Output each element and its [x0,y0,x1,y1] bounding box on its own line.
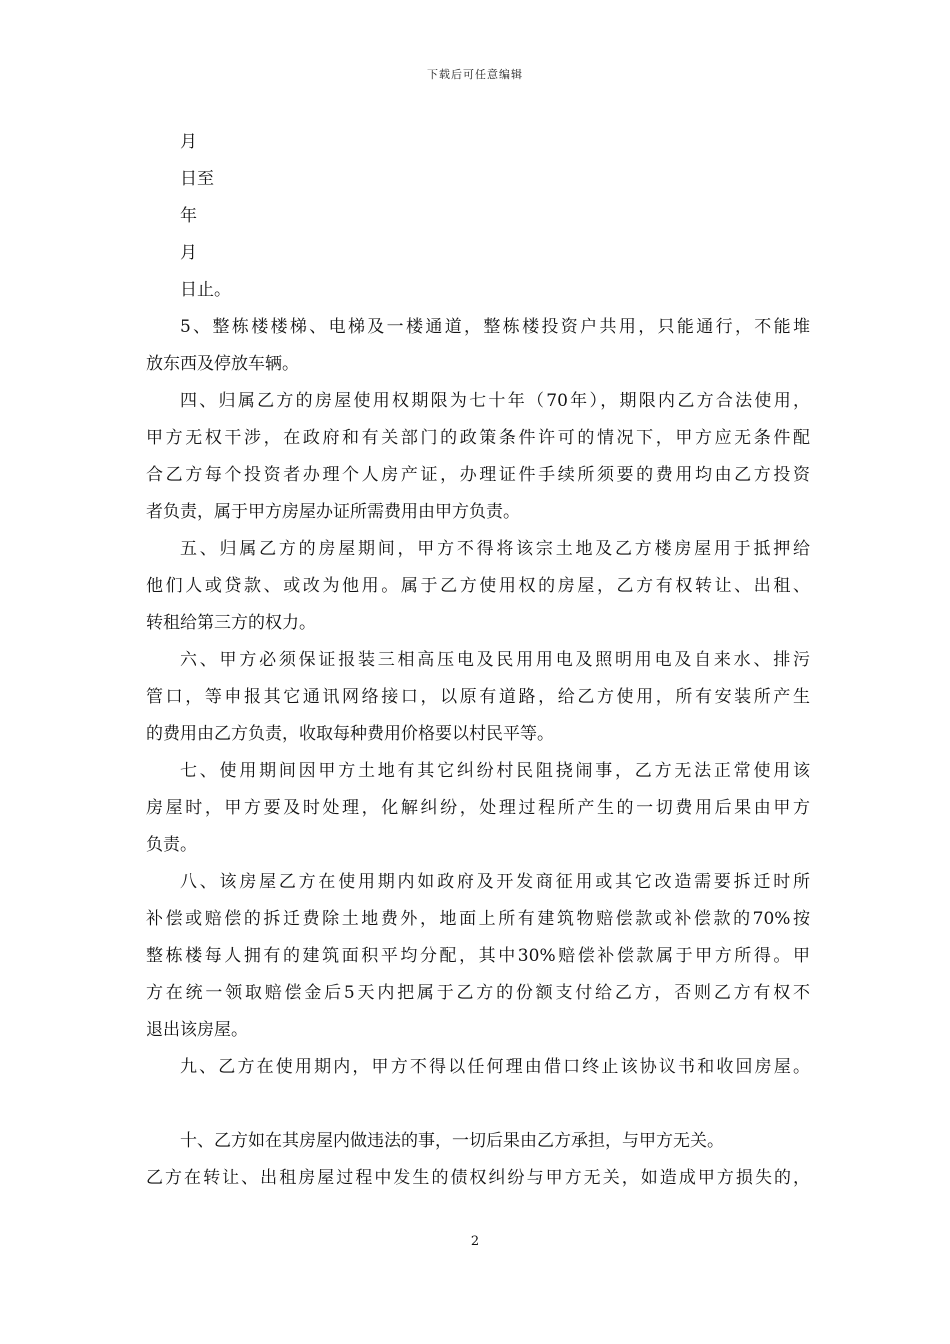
clause-6-line-3: 的费用由乙方负责，收取每种费用价格要以村民平等。 [146,724,554,744]
clause-10-line-2: 乙方在转让、出租房屋过程中发生的债权纠纷与甲方无关，如造成甲方损失的， [146,1168,810,1188]
clause-5b-line-1: 五、归属乙方的房屋期间，甲方不得将该宗土地及乙方楼房屋用于抵押给 [180,539,810,559]
paragraph-gap [146,1086,810,1123]
clause-5b-line-2: 他们人或贷款、或改为他用。属于乙方使用权的房屋，乙方有权转让、出租、 [146,576,810,596]
clause-4-line-1: 四、归属乙方的房屋使用权期限为七十年（70年），期限内乙方合法使用， [180,391,810,411]
clause-4-line-2: 甲方无权干涉，在政府和有关部门的政策条件许可的情况下，甲方应无条件配 [146,428,810,448]
clause-8-line-2: 补偿或赔偿的拆迁费除土地费外，地面上所有建筑物赔偿款或补偿款的70%按 [146,909,810,929]
clause-8-line-3: 整栋楼每人拥有的建筑面积平均分配，其中30%赔偿补偿款属于甲方所得。甲 [146,946,810,966]
clause-7-line-1: 七、使用期间因甲方土地有其它纠纷村民阻挠闹事，乙方无法正常使用该 [180,761,810,781]
clause-8-line-1: 八、该房屋乙方在使用期内如政府及开发商征用或其它改造需要拆迁时所 [180,872,810,892]
clause-7-line-3: 负责。 [146,835,197,855]
text-line: 月 [180,132,197,152]
clause-8-line-4: 方在统一领取赔偿金后5天内把属于乙方的份额支付给乙方，否则乙方有权不 [146,983,810,1003]
clause-4-line-4: 者负责，属于甲方房屋办证所需费用由甲方负责。 [146,502,520,522]
document-body [146,124,810,1197]
text-line: 年 [180,206,197,226]
clause-10-line-1: 十、乙方如在其房屋内做违法的事，一切后果由乙方承担，与甲方无关。 [180,1131,724,1151]
clause-6-line-1: 六、甲方必须保证报装三相高压电及民用用电及照明用电及自来水、排污 [180,650,810,670]
text-line: 日止。 [180,280,231,300]
clause-5-line-1: 5、整栋楼楼梯、电梯及一楼通道，整栋楼投资户共用，只能通行，不能堆 [180,317,810,337]
clause-8-line-5: 退出该房屋。 [146,1020,248,1040]
clause-9-line-1: 九、乙方在使用期内，甲方不得以任何理由借口终止该协议书和收回房屋。 [180,1057,810,1077]
clause-7-line-2: 房屋时，甲方要及时处理，化解纠纷，处理过程所产生的一切费用后果由甲方 [146,798,810,818]
page-number: 2 [470,1234,480,1249]
clause-5b-line-3: 转租给第三方的权力。 [146,613,316,633]
clause-6-line-2: 管口，等申报其它通讯网络接口，以原有道路，给乙方使用，所有安装所产生 [146,687,810,707]
clause-5-line-2: 放东西及停放车辆。 [146,354,299,374]
page-header: 下载后可任意编辑 [427,68,523,81]
text-line: 月 [180,243,197,263]
clause-4-line-3: 合乙方每个投资者办理个人房产证，办理证件手续所须要的费用均由乙方投资 [146,465,810,485]
text-line: 日至 [180,169,214,189]
